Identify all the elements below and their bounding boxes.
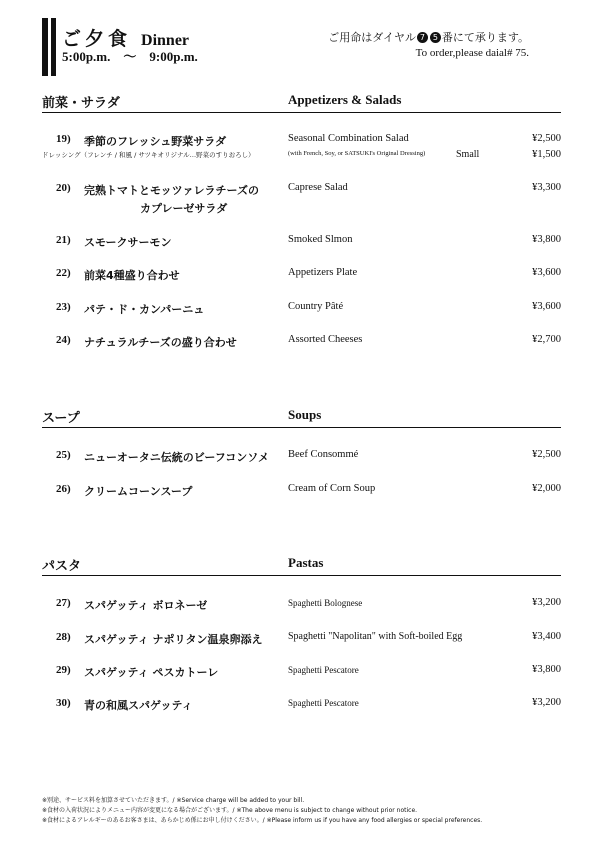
item-number: 25) <box>56 449 71 461</box>
service-hours: 5:00p.m. ～ 9:00p.m. <box>62 49 198 64</box>
item-price: ¥3,800 <box>532 664 561 675</box>
item-name-en: Spaghetti Pescatore <box>288 665 359 675</box>
section-soups <box>42 405 561 505</box>
item-name-en: Assorted Cheeses <box>288 334 363 345</box>
item-price: ¥2,500 <box>532 133 561 144</box>
item-price: ¥2,700 <box>532 334 561 345</box>
title-jp: ご夕食 <box>62 28 132 50</box>
item-price: ¥3,200 <box>532 597 561 608</box>
item-number: 27) <box>56 597 71 609</box>
header-bar-right <box>51 18 56 76</box>
menu-item <box>42 301 561 319</box>
section-pastas <box>42 553 561 723</box>
item-name-en: Appetizers Plate <box>288 267 358 278</box>
item-name-jp: スパゲッティ ボロネーゼ <box>84 599 208 612</box>
item-price: ¥3,400 <box>532 631 561 642</box>
section-title-en: Soups <box>288 407 322 422</box>
item-price: ¥3,600 <box>532 267 561 278</box>
item-name-en: Spaghetti Bolognese <box>288 598 363 608</box>
item-name-jp: 完熟トマトとモッツァレラチーズの <box>84 184 260 197</box>
item-name-jp: パテ・ド・カンパーニュ <box>84 303 205 316</box>
footer-note-menu-change: ※食材の入荷状況によりメニュー内容が変更になる場合がございます。/ ※The above menu is subject to change without prior notice. <box>42 807 418 814</box>
section-title-jp: スープ <box>42 411 80 426</box>
item-name-jp: スパゲッティ ペスカトーレ <box>84 666 219 679</box>
item-price: ¥3,200 <box>532 697 561 708</box>
dial-digit-2: 5 <box>430 32 441 43</box>
menu-item <box>42 597 561 615</box>
item-name-en: Cream of Corn Soup <box>288 483 376 494</box>
item-number: 28) <box>56 631 71 643</box>
section-appetizers <box>42 90 561 360</box>
item-number: 24) <box>56 334 71 346</box>
section-title-en: Appetizers & Salads <box>288 92 402 107</box>
order-jp-after: 番にて承ります。 <box>441 31 529 44</box>
title-en: Dinner <box>141 32 190 49</box>
item-name-en: Country Pâté <box>288 301 344 312</box>
item-name-jp: ナチュラルチーズの盛り合わせ <box>84 336 237 349</box>
footer-note-allergies: ※食材によるアレルギーのあるお客さまは、あらかじめ係にお申し付けください。/ ※Please inform us if you have any food allergies or special preferences. <box>42 817 483 824</box>
dressing-note-jp: ドレッシング（フレンチ / 和風 / サツキオリジナル…野菜のすりおろし） <box>42 151 255 159</box>
menu-item <box>42 449 561 467</box>
footer-note-service-charge: ※別途、サービス料を加算させていただきます。/ ※Service charge will be added to your bill. <box>42 797 305 804</box>
small-size-label: Small <box>456 149 480 160</box>
menu-item <box>42 631 561 649</box>
order-info-en: To order,please daial# 75. <box>415 47 529 59</box>
section-title-jp: パスタ <box>42 559 82 574</box>
item-price: ¥3,300 <box>532 182 561 193</box>
item-number: 21) <box>56 234 71 246</box>
menu-item <box>42 182 561 215</box>
menu-item <box>42 697 561 715</box>
item-price: ¥2,000 <box>532 483 561 494</box>
header-bars <box>42 18 56 76</box>
section-header <box>42 405 561 428</box>
item-name-jp: 前菜4種盛り合わせ <box>84 269 180 282</box>
menu-item <box>42 267 561 285</box>
item-name-jp: 青の和風スパゲッティ <box>84 699 193 712</box>
dial-digit-1: 7 <box>417 32 428 43</box>
item-name-en: Seasonal Combination Salad <box>288 133 409 144</box>
item-number: 20) <box>56 182 71 194</box>
item-number: 30) <box>56 697 71 709</box>
footer-notes <box>42 796 562 826</box>
item-name-jp: クリームコーンスープ <box>84 485 193 498</box>
section-header <box>42 90 561 113</box>
item-name-jp: ニューオータニ伝統のビーフコンソメ <box>84 451 270 464</box>
item-name-jp: スパゲッティ ナポリタン温泉卵添え <box>84 633 263 646</box>
menu-item <box>42 133 561 160</box>
item-name-en: Beef Consommé <box>288 449 359 460</box>
item-name-jp: 季節のフレッシュ野菜サラダ <box>84 135 227 148</box>
item-number: 19) <box>56 133 71 145</box>
section-title-en: Pastas <box>288 555 324 570</box>
item-name-en: Spaghetti "Napolitan" with Soft-boiled Egg <box>288 631 463 642</box>
menu-item <box>42 664 561 682</box>
item-name-en: Caprese Salad <box>288 182 348 193</box>
menu-item <box>42 334 561 352</box>
item-name-en: Smoked Slmon <box>288 234 353 245</box>
item-number: 22) <box>56 267 71 279</box>
item-name-jp-line2: カプレーゼサラダ <box>140 202 228 215</box>
item-number: 26) <box>56 483 71 495</box>
dressing-note-en: (with French, Soy, or SATSUKI's Original Dressing) <box>288 150 426 157</box>
header-bar-left <box>42 18 48 76</box>
item-name-jp: スモークサーモン <box>84 236 172 249</box>
menu-item <box>42 483 561 501</box>
item-price: ¥2,500 <box>532 449 561 460</box>
item-name-en: Spaghetti Pescatore <box>288 698 359 708</box>
item-price: ¥3,800 <box>532 234 561 245</box>
item-number: 29) <box>56 664 71 676</box>
menu-item <box>42 234 561 252</box>
order-jp-before: ご用命はダイヤル <box>328 31 416 44</box>
small-size-price: ¥1,500 <box>532 149 561 160</box>
section-header <box>42 553 561 576</box>
item-number: 23) <box>56 301 71 313</box>
item-price: ¥3,600 <box>532 301 561 312</box>
section-title-jp: 前菜・サラダ <box>42 96 120 111</box>
order-info-jp <box>328 29 529 45</box>
